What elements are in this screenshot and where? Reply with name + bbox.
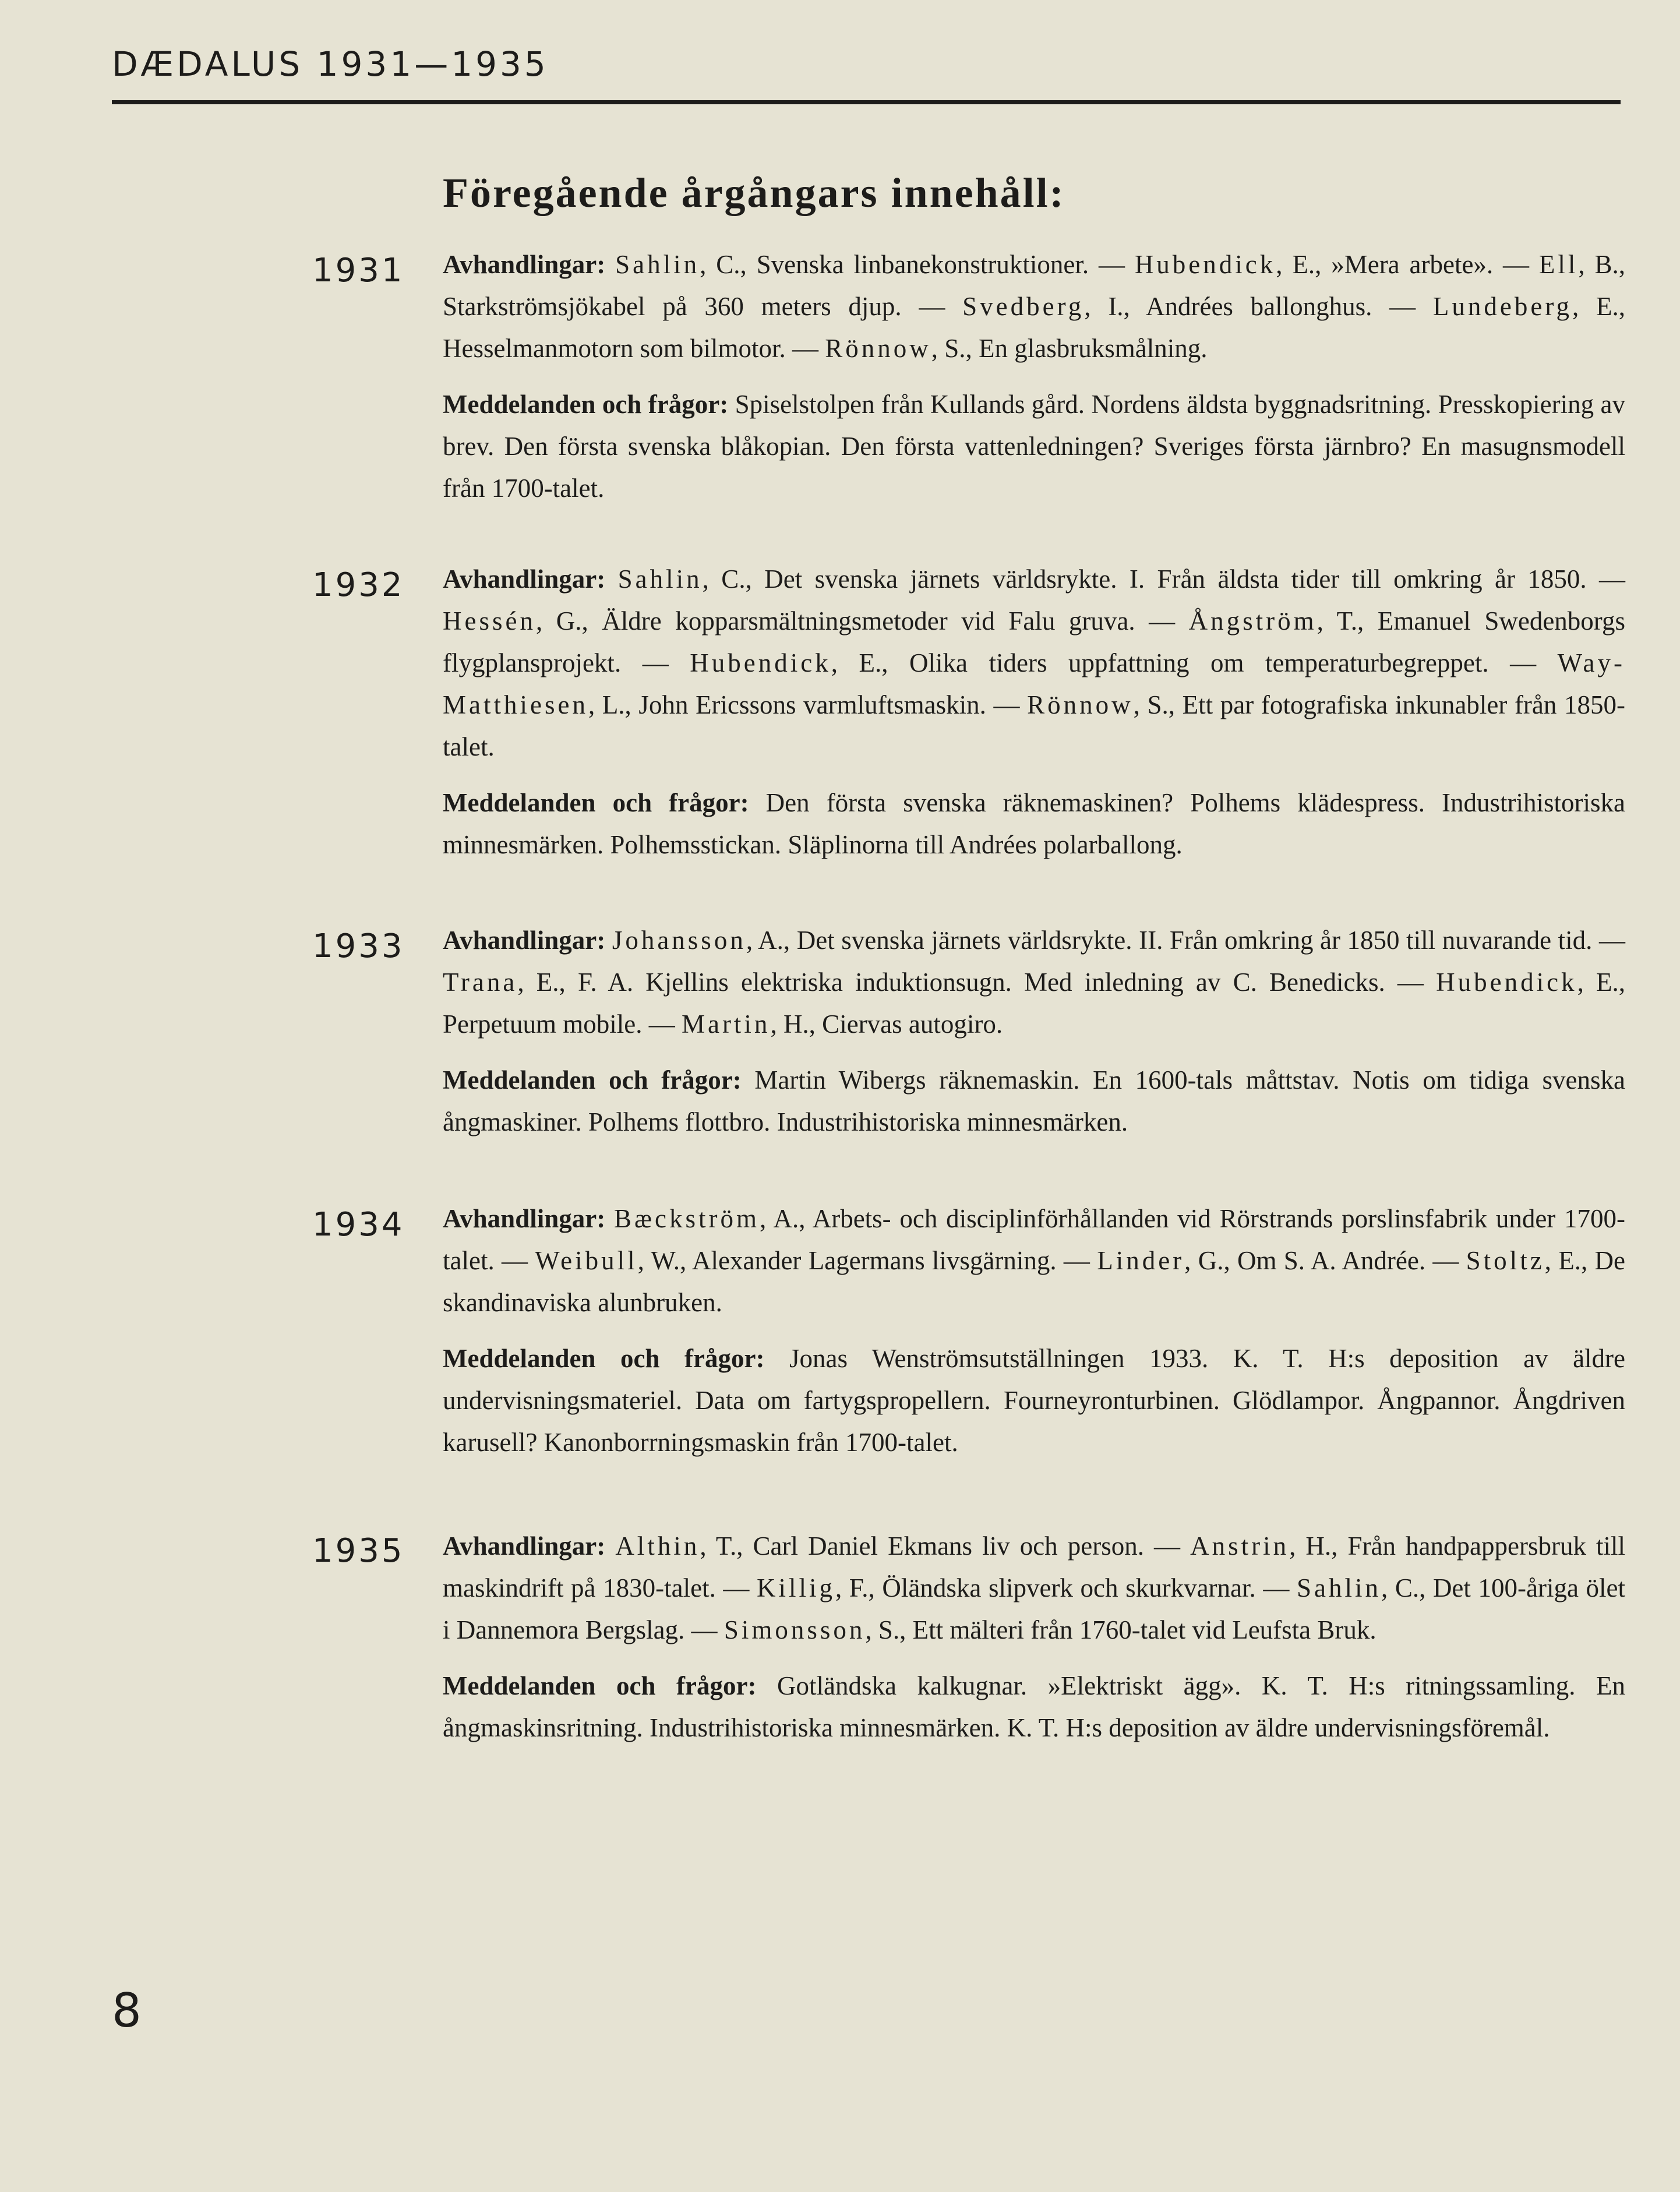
avhandlingar-paragraph xyxy=(443,919,1625,1045)
meddelanden-text: Spiselstolpen från Kullands gård. Nordens äldsta byggnadsritning. Presskopiering av brev. Den första svenska blåkopian. Den första vattenledningen? Sveriges första järnbro? En masugnsmodell från 1700-talet. xyxy=(443,390,1625,503)
author-name: Simonsson xyxy=(723,1615,866,1644)
avhandlingar-label: Avhandlingar: xyxy=(443,564,606,594)
article-title: , H., Ciervas autogiro. xyxy=(770,1009,1003,1039)
article-title: , E., »Mera arbete». — xyxy=(1276,250,1539,279)
meddelanden-text: Jonas Wenströmsutställningen 1933. K. T. H:s deposition av äldre undervisningsmateriel. Data om fartygspropellern. Fourneyronturbinen. Glödlampor. Ångpannor. Ångdriven karusell? Kanonborrningsmaskin från 1700-talet. xyxy=(443,1344,1625,1457)
article-title: , B., Starkströmsjökabel på 360 meters djup. — xyxy=(443,250,1626,321)
meddelanden-text: Gotländska kalkugnar. »Elektriskt ägg». K. T. H:s ritningssamling. En ångmaskinsritning. Industrihistoriska minnesmärken. K. T. H:s deposition av äldre undervisningsföremål. xyxy=(443,1671,1625,1742)
article-title: , A., Det svenska järnets världsrykte. II. Från omkring år 1850 till nuvarande tid. — xyxy=(746,926,1625,955)
avhandlingar-paragraph xyxy=(443,1198,1625,1323)
article-title: , E., De skandinaviska alunbruken. xyxy=(443,1246,1625,1317)
meddelanden-paragraph xyxy=(443,383,1625,509)
author-name: Rönnow xyxy=(1027,690,1134,719)
author-name: Linder xyxy=(1097,1246,1185,1275)
year-entry-1932 xyxy=(443,558,1625,866)
year-heading-1934: 1934 xyxy=(312,1206,405,1244)
meddelanden-text: Den första svenska räknemaskinen? Polhems klädespress. Industrihistoriska minnesmärken. Polhemsstickan. Släplinorna till Andrées polarballong. xyxy=(443,788,1625,859)
meddelanden-label: Meddelanden och frågor: xyxy=(443,1065,742,1095)
page-title: Föregående årgångars innehåll: xyxy=(443,170,1065,216)
author-name: Lundeberg xyxy=(1432,292,1573,321)
article-title: , S., Ett par fotografiska inkunabler från 1850-talet. xyxy=(443,690,1625,761)
author-name: Sahlin xyxy=(1296,1573,1381,1602)
meddelanden-paragraph xyxy=(443,1665,1625,1749)
year-entry-1931 xyxy=(443,243,1625,509)
author-name: Sahlin xyxy=(617,564,703,594)
article-title: , G., Äldre kopparsmältningsmetoder vid Falu gruva. — xyxy=(535,606,1189,636)
author-name: Anstrin xyxy=(1190,1531,1290,1561)
meddelanden-paragraph xyxy=(443,1337,1625,1463)
author-name: Svedberg xyxy=(962,292,1085,321)
author-name: Killig xyxy=(757,1573,836,1602)
author-name: Hubendick xyxy=(1436,968,1577,997)
year-entry-1935 xyxy=(443,1525,1625,1749)
year-heading-1933: 1933 xyxy=(312,927,405,965)
author-name: Bæckström xyxy=(613,1204,760,1233)
article-title: , S., Ett mälteri från 1760-talet vid Leufsta Bruk. xyxy=(865,1615,1377,1644)
author-name: Way-Matthiesen xyxy=(443,648,1625,719)
year-entry-1934 xyxy=(443,1198,1625,1463)
article-title: , L., John Ericssons varmluftsmaskin. — xyxy=(588,690,1028,719)
avhandlingar-label: Avhandlingar: xyxy=(443,1204,606,1233)
article-title: , G., Om S. A. Andrée. — xyxy=(1184,1246,1466,1275)
avhandlingar-paragraph xyxy=(443,1525,1625,1651)
page-number: 8 xyxy=(112,1983,142,2038)
avhandlingar-paragraph xyxy=(443,558,1625,768)
article-title: , C., Svenska linbanekonstruktioner. — xyxy=(700,250,1135,279)
author-name: Hessén xyxy=(443,606,536,636)
article-title: , E., Perpetuum mobile. — xyxy=(443,968,1625,1039)
meddelanden-label: Meddelanden och frågor: xyxy=(443,1671,757,1700)
article-title: , E., F. A. Kjellins elektriska induktionsugn. Med inledning av C. Benedicks. — xyxy=(517,968,1437,997)
article-title: , E., Hesselmanmotorn som bilmotor. — xyxy=(443,292,1625,363)
article-title: , W., Alexander Lagermans livsgärning. — xyxy=(637,1246,1097,1275)
author-name: Hubendick xyxy=(1134,250,1276,279)
year-entry-1933 xyxy=(443,919,1625,1143)
meddelanden-label: Meddelanden och frågor: xyxy=(443,788,749,817)
author-name: Ell xyxy=(1538,250,1579,279)
year-heading-1932: 1932 xyxy=(312,566,405,604)
article-title: , A., Arbets- och disciplinförhållanden vid Rörstrands porslinsfabrik under 1700-talet. — xyxy=(443,1204,1626,1275)
article-title: , E., Olika tiders uppfattning om temperaturbegreppet. — xyxy=(831,648,1558,677)
avhandlingar-paragraph xyxy=(443,243,1625,369)
author-name: Sahlin xyxy=(615,250,700,279)
author-name: Johansson xyxy=(612,926,746,955)
meddelanden-label: Meddelanden och frågor: xyxy=(443,390,729,419)
year-heading-1931: 1931 xyxy=(312,252,405,290)
author-name: Weibull xyxy=(535,1246,638,1275)
article-title: , H., Från handpappersbruk till maskindrift på 1830-talet. — xyxy=(443,1531,1626,1602)
author-name: Ångström xyxy=(1188,606,1317,636)
author-name: Martin xyxy=(681,1009,771,1039)
author-name: Hubendick xyxy=(690,648,831,677)
author-name: Stoltz xyxy=(1466,1246,1545,1275)
header-rule xyxy=(112,100,1621,104)
running-head: DÆDALUS 1931—1935 xyxy=(112,44,549,84)
meddelanden-paragraph xyxy=(443,1059,1625,1143)
author-name: Trana xyxy=(443,968,518,997)
article-title: , S., En glasbruksmålning. xyxy=(931,334,1208,363)
meddelanden-label: Meddelanden och frågor: xyxy=(443,1344,765,1373)
meddelanden-text: Martin Wibergs räknemaskin. En 1600-tals måttstav. Notis om tidiga svenska ångmaskiner. Polhems flottbro. Industrihistoriska minnesmärken. xyxy=(443,1065,1625,1136)
article-title: , C., Det 100-åriga ölet i Dannemora Bergslag. — xyxy=(443,1573,1625,1644)
avhandlingar-label: Avhandlingar: xyxy=(443,926,606,955)
author-name: Althin xyxy=(615,1531,700,1561)
article-title: , I., Andrées ballonghus. — xyxy=(1084,292,1433,321)
article-title: , F., Öländska slipverk och skurkvarnar. — xyxy=(835,1573,1297,1602)
avhandlingar-label: Avhandlingar: xyxy=(443,250,606,279)
article-title: , C., Det svenska järnets världsrykte. I. Från äldsta tider till omkring år 1850. — xyxy=(702,564,1625,594)
article-title: , T., Emanuel Swedenborgs flygplansprojekt. — xyxy=(443,606,1625,677)
article-title: , T., Carl Daniel Ekmans liv och person. — xyxy=(700,1531,1191,1561)
meddelanden-paragraph xyxy=(443,782,1625,866)
year-heading-1935: 1935 xyxy=(312,1532,405,1570)
avhandlingar-label: Avhandlingar: xyxy=(443,1531,606,1561)
author-name: Rönnow xyxy=(825,334,931,363)
